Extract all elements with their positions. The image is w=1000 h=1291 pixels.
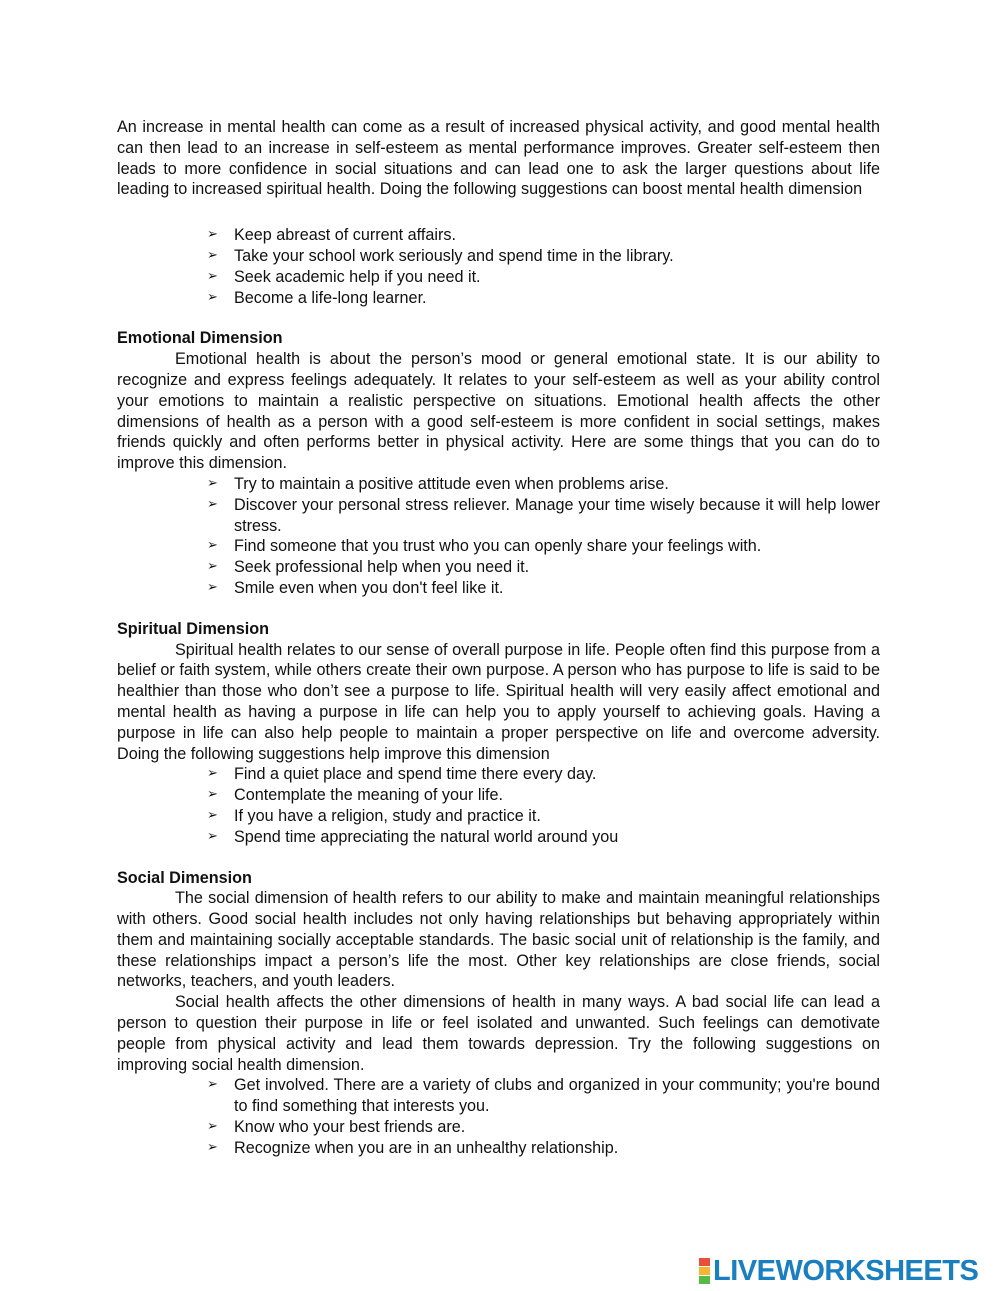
arrow-bullet-icon: ➢ [207, 268, 218, 284]
document-page [117, 117, 880, 1159]
arrow-bullet-icon: ➢ [207, 227, 218, 243]
liveworksheets-wordmark: LIVEWORKSHEETS [713, 1255, 979, 1287]
list-item: ➢ Discover your personal stress reliever. Manage your time wisely because it will help lower stress. [207, 495, 880, 535]
liveworksheets-logo-icon [699, 1258, 710, 1284]
list-item: ➢ Seek academic help if you need it. [207, 267, 481, 286]
list-item: ➢ Get involved. There are a variety of clubs and organized in your community; you're bound to find something that interests you. [207, 1076, 880, 1116]
social-suggestions-list [117, 1075, 880, 1158]
list-item: ➢ Recognize when you are in an unhealthy relationship. [207, 1138, 619, 1157]
list-item: ➢ Seek professional help when you need it. [207, 558, 530, 577]
arrow-bullet-icon: ➢ [207, 579, 218, 595]
social-paragraph-2: Social health affects the other dimensions of health in many ways. A bad social life can lead a person to question their purpose in life or feel isolated and unwanted. Such feelings can demotivate people from physical activity and lead them towards depression. Try the following suggestions on improving social health dimension. [117, 993, 880, 1074]
list-item: ➢ Spend time appreciating the natural world around you [207, 827, 619, 846]
list-item: ➢ Smile even when you don't feel like it. [207, 578, 504, 597]
list-item: ➢ If you have a religion, study and practice it. [207, 806, 541, 825]
spiritual-suggestions-list [117, 764, 880, 847]
arrow-bullet-icon: ➢ [207, 766, 218, 782]
list-item: ➢ Become a life-long learner. [207, 288, 427, 307]
arrow-bullet-icon: ➢ [207, 807, 218, 823]
mental-suggestions-list [117, 225, 880, 308]
list-item: ➢ Find someone that you trust who you can openly share your feelings with. [207, 537, 762, 556]
list-item: ➢ Try to maintain a positive attitude even when problems arise. [207, 474, 669, 493]
arrow-bullet-icon: ➢ [207, 247, 218, 263]
social-paragraph-1: The social dimension of health refers to our ability to make and maintain meaningful relationships with others. Good social health includes not only having relationships but behaving appropriately within them and maintaining socially acceptable standards. The basic social unit of relationship is the family, and these relationships impact a person’s life the most. Other key relationships are close friends, social networks, teachers, and youth leaders. [117, 889, 880, 991]
spiritual-paragraph: Spiritual health relates to our sense of overall purpose in life. People often find this purpose from a belief or faith system, while others create their own purpose. A person who has purpose to life is said to be healthier than those who don’t see a purpose to life. Spiritual health will very easily affect emotional and mental health as having a purpose in life can help you to apply yourself to achieving goals. Having a purpose in life can also help people to maintain a proper perspective on life and overcome adversity. Doing the following suggestions help improve this dimension [117, 640, 880, 763]
list-item: ➢ Find a quiet place and spend time there every day. [207, 765, 597, 784]
arrow-bullet-icon: ➢ [207, 289, 218, 305]
logo-block-green [699, 1276, 710, 1284]
liveworksheets-watermark [699, 1256, 978, 1286]
arrow-bullet-icon: ➢ [207, 787, 218, 803]
intro-paragraph: An increase in mental health can come as a result of increased physical activity, and good mental health can then lead to an increase in self-esteem as mental performance improves. Greater self-esteem then leads to more confidence in social situations and can lead one to ask the larger questions about life leading to increased spiritual health. Doing the following suggestions can boost mental health dimension [117, 118, 880, 199]
logo-block-yellow [699, 1267, 710, 1275]
arrow-bullet-icon: ➢ [207, 496, 218, 512]
list-item: ➢ Take your school work seriously and spend time in the library. [207, 246, 674, 265]
arrow-bullet-icon: ➢ [207, 1139, 218, 1155]
spiritual-heading: Spiritual Dimension [117, 619, 270, 638]
arrow-bullet-icon: ➢ [207, 1077, 218, 1093]
arrow-bullet-icon: ➢ [207, 828, 218, 844]
list-item: ➢ Know who your best friends are. [207, 1118, 466, 1137]
logo-block-red [699, 1258, 710, 1266]
list-item: ➢ Keep abreast of current affairs. [207, 226, 456, 245]
emotional-suggestions-list [117, 474, 880, 599]
emotional-paragraph: Emotional health is about the person’s mood or general emotional state. It is our ability to recognize and express feelings adequately. It relates to your self-esteem as well as your ability control your emotions to maintain a realistic perspective on situations. Emotional health affects the other dimensions of health as a person with a good self-esteem is more confident in social settings, makes friends quickly and often performs better in physical activity. Here are some things that you can do to improve this dimension. [117, 350, 880, 473]
social-heading: Social Dimension [117, 868, 252, 887]
arrow-bullet-icon: ➢ [207, 1119, 218, 1135]
list-item: ➢ Contemplate the meaning of your life. [207, 786, 504, 805]
arrow-bullet-icon: ➢ [207, 559, 218, 575]
emotional-heading: Emotional Dimension [117, 329, 283, 348]
arrow-bullet-icon: ➢ [207, 538, 218, 554]
arrow-bullet-icon: ➢ [207, 475, 218, 491]
